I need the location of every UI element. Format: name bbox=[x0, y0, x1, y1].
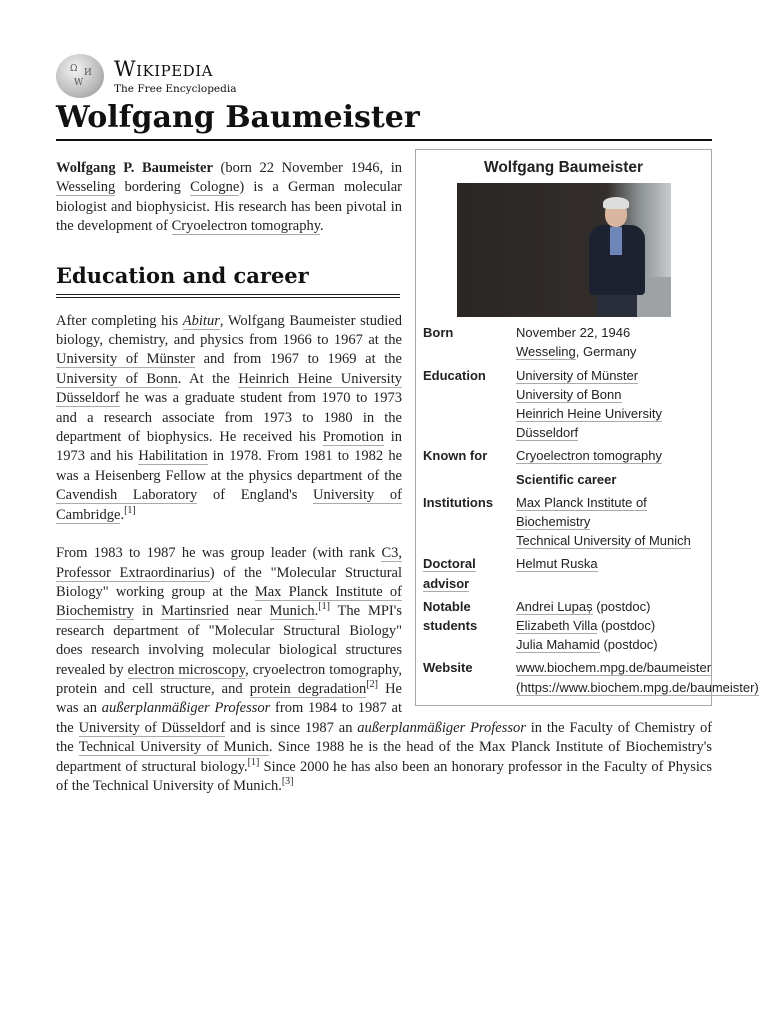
citation-link[interactable]: [1] bbox=[124, 504, 136, 516]
wiki-link[interactable]: Cryoelectron tomography bbox=[171, 218, 321, 235]
wiki-link[interactable]: electron microscopy bbox=[127, 661, 246, 678]
infobox-label: Website bbox=[423, 660, 473, 676]
infobox-value bbox=[516, 404, 704, 442]
wiki-link[interactable]: C3, Professor Extraordinarius bbox=[56, 545, 402, 581]
infobox-label: Known for bbox=[423, 448, 488, 464]
text: in 1978. From 1981 to 1982 he was a Heisenberg Fellow at the physics department of the bbox=[56, 448, 403, 484]
text: (postdoc) bbox=[592, 598, 651, 614]
wiki-link[interactable]: Habilitation bbox=[138, 448, 208, 465]
wiki-link[interactable]: University of Bonn bbox=[56, 370, 178, 387]
infobox-value bbox=[516, 323, 704, 342]
text: After completing his bbox=[56, 312, 183, 329]
infobox-row bbox=[423, 323, 704, 361]
wiki-link[interactable]: Heinrich Heine University Düsseldorf bbox=[516, 406, 662, 441]
text: . bbox=[320, 218, 324, 235]
text: in the Faculty of Chemistry of the bbox=[56, 719, 713, 756]
bold-text: Wolfgang P. Baumeister bbox=[56, 160, 213, 176]
infobox-row bbox=[423, 470, 704, 489]
wiki-link[interactable]: University of Münster bbox=[56, 351, 195, 368]
text: bordering bbox=[115, 179, 191, 196]
infobox-label: Education bbox=[423, 367, 486, 383]
infobox-value bbox=[516, 531, 704, 550]
wiki-link[interactable]: Cryoelectron tomography bbox=[516, 448, 662, 464]
infobox-label: Born bbox=[423, 325, 454, 341]
infobox-label: Institutions bbox=[423, 494, 494, 510]
wikipedia-globe-logo-icon[interactable]: Ω И W bbox=[56, 54, 104, 98]
infobox-value bbox=[516, 366, 704, 385]
text: außerplanmäßiger Professor bbox=[357, 719, 526, 736]
text: of England's bbox=[197, 487, 314, 504]
wiki-link[interactable]: Promotion bbox=[322, 429, 384, 446]
wikipedia-tagline: The Free Encyclopedia bbox=[114, 83, 237, 95]
infobox-value bbox=[516, 342, 704, 361]
text: (postdoc) bbox=[599, 637, 658, 653]
text: (born 22 November 1946, in bbox=[212, 160, 402, 176]
wikipedia-wordmark: Wikipedia bbox=[114, 57, 213, 81]
infobox-value bbox=[516, 385, 704, 404]
text: , Wolfgang Baumeister studied biology, chemistry, and physics from 1966 to 1967 at the bbox=[56, 312, 402, 349]
portrait-photo bbox=[457, 183, 671, 317]
infobox-label[interactable]: Doctoral advisor bbox=[423, 556, 476, 591]
text: in bbox=[134, 603, 162, 620]
infobox bbox=[415, 149, 759, 706]
infobox-value bbox=[516, 635, 704, 654]
text: , Germany bbox=[575, 344, 637, 360]
text: (postdoc) bbox=[597, 618, 656, 634]
page-title: Wolfgang Baumeister bbox=[56, 100, 712, 141]
citation-link[interactable]: [1] bbox=[247, 756, 260, 768]
wiki-link[interactable]: Cavendish Laboratory bbox=[56, 487, 198, 504]
wiki-link[interactable]: University of Düsseldorf bbox=[78, 719, 226, 736]
text: ) of the "Molecular Structural Biology" working group at the bbox=[56, 564, 402, 600]
wiki-link[interactable]: University of Münster bbox=[516, 367, 639, 383]
section-heading-education-and-career: Education and career bbox=[56, 263, 400, 298]
wiki-link[interactable]: University of Cambridge bbox=[56, 487, 402, 523]
wiki-link[interactable]: protein degradation bbox=[249, 680, 367, 697]
infobox-value bbox=[516, 597, 704, 616]
infobox-row bbox=[423, 493, 704, 551]
text: ) is a German molecular biologist and biophysicist. His research has been pivotal in the development of bbox=[56, 179, 403, 235]
wiki-link[interactable]: Munich bbox=[269, 603, 315, 620]
wiki-link[interactable]: Martinsried bbox=[161, 603, 229, 620]
wiki-link[interactable]: Max Planck Institute of Biochemistry bbox=[56, 583, 402, 620]
infobox-value bbox=[516, 616, 704, 635]
text: he was a graduate student from 1970 to 1973 and a research associate from 1973 to 1980 in the department of biophysics. He received his bbox=[56, 390, 402, 446]
wiki-link[interactable]: Heinrich Heine University Düsseldorf bbox=[56, 370, 402, 407]
article-page bbox=[56, 54, 759, 815]
text: The MPI's research department of "Molecular Structural Biology" does research involving molecular biological structures revealed by bbox=[56, 603, 403, 678]
text: , cryoelectron tomography, protein and cell structure, and bbox=[56, 661, 403, 697]
text: November 22, 1946 bbox=[516, 325, 631, 341]
wiki-link[interactable]: Elizabeth Villa bbox=[516, 618, 598, 634]
wikipedia-header bbox=[56, 54, 712, 98]
citation-link[interactable]: [3] bbox=[281, 776, 294, 788]
wiki-link[interactable]: Wesseling bbox=[56, 179, 116, 196]
wiki-link[interactable]: Julia Mahamid bbox=[516, 637, 600, 653]
text: from 1984 to 1987 at the bbox=[56, 700, 402, 736]
wiki-link[interactable]: Technical University of Munich bbox=[516, 533, 691, 549]
text: in 1973 and his bbox=[56, 429, 402, 465]
text: and from 1967 to 1969 at the bbox=[194, 351, 402, 368]
wiki-link[interactable]: University of Bonn bbox=[516, 386, 622, 402]
infobox-row bbox=[423, 366, 704, 443]
wiki-link[interactable]: www.biochem.mpg.de/baumeister (https://www.biochem.mpg.de/baumeister) bbox=[516, 660, 759, 695]
text: From 1983 to 1987 he was group leader (with rank bbox=[56, 545, 382, 562]
infobox-row bbox=[423, 597, 704, 655]
infobox-row bbox=[423, 554, 704, 592]
infobox-row bbox=[423, 658, 759, 696]
citation-link[interactable]: [2] bbox=[366, 679, 378, 691]
infobox-value bbox=[516, 658, 759, 696]
citation-link[interactable]: [1] bbox=[318, 601, 330, 613]
wiki-link[interactable]: Abitur bbox=[182, 312, 220, 329]
wiki-link[interactable]: Technical University of Munich bbox=[78, 739, 269, 756]
wiki-link[interactable]: Andrei Lupaș bbox=[516, 598, 593, 614]
infobox-row bbox=[423, 446, 704, 465]
infobox-value bbox=[516, 446, 704, 465]
wiki-link[interactable]: Wesseling bbox=[516, 344, 576, 360]
text: . bbox=[314, 603, 319, 620]
infobox-value bbox=[516, 493, 704, 531]
text: Since 2000 he has also been an honorary professor in the Faculty of Physics of the Technical University of Munich. bbox=[56, 758, 712, 794]
wiki-link[interactable]: Cologne bbox=[190, 179, 240, 196]
text: near bbox=[228, 603, 270, 620]
infobox-section-header: Scientific career bbox=[516, 471, 617, 487]
wiki-link[interactable]: Helmut Ruska bbox=[516, 556, 598, 572]
infobox-value bbox=[516, 554, 704, 573]
wiki-link[interactable]: Max Planck Institute of Biochemistry bbox=[516, 494, 647, 530]
text: He was an bbox=[56, 680, 402, 717]
text: . At the bbox=[177, 370, 239, 387]
text: . Since 1988 he is the head of the Max Planck Institute of Biochemistry's department of structural biology. bbox=[56, 739, 712, 775]
infobox-label: Notable students bbox=[423, 598, 478, 634]
text: and is since 1987 an bbox=[225, 719, 358, 736]
text: . bbox=[120, 506, 125, 523]
article-content bbox=[56, 159, 759, 796]
text: außerplanmäßiger Professor bbox=[101, 700, 271, 717]
infobox-title: Wolfgang Baumeister bbox=[483, 159, 644, 176]
